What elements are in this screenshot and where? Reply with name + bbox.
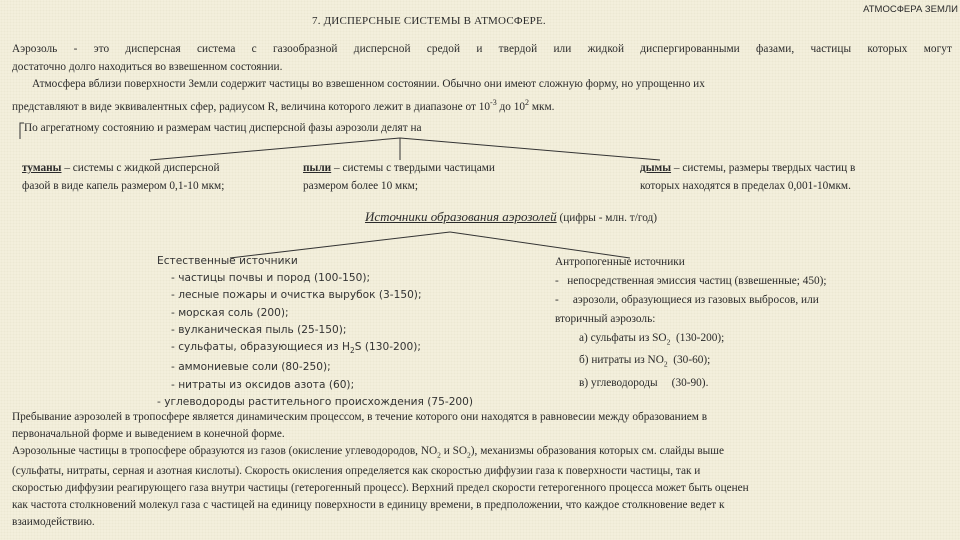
footer-formula-mid: и SO — [440, 445, 468, 457]
anthro-sub-b-text: б) нитраты из NO — [579, 354, 664, 367]
anthro-item-1: - непосредственная эмиссия частиц (взвешенные; 450); — [555, 275, 827, 287]
dust-desc: – системы с твердыми частицами — [331, 162, 495, 174]
exponent-min: -3 — [490, 97, 497, 107]
sources-heading — [365, 208, 657, 226]
anthropogenic-sources — [555, 253, 827, 393]
footer-paragraph — [12, 409, 948, 531]
footer-formula-text: Аэрозольные частицы в тропосфере образуются из газов (окисление углеводородов, NO — [12, 445, 438, 457]
dust-desc-2: размером более 10 мкм; — [303, 179, 418, 192]
natural-item-sulfates — [157, 339, 473, 359]
so2-subscript: 2 — [467, 450, 471, 460]
sulfates-text-end: S (130-200); — [354, 341, 421, 354]
natural-item: - вулканическая пыль (25-150); — [171, 323, 347, 336]
footer-line: скоростью диффузии реагирующего газа внутри частицы (гетерогенный процесс). Верхний предел скорости гетерогенного процесса может быть оценен — [12, 482, 749, 495]
anthro-title: Антропогенные источники — [555, 256, 685, 268]
sources-heading-text: Источники образования аэрозолей — [365, 209, 557, 224]
intro-line-4-mid: до 10 — [496, 100, 526, 113]
anthro-sub-b-end: (30-60); — [667, 354, 711, 367]
footer-line: первоначальной форме и выведением в конечной форме. — [12, 428, 285, 440]
category-dust — [303, 160, 495, 195]
intro-line-3: Атмосфера вблизи поверхности Земли содержит частицы во взвешенном состоянии. Обычно они имеют сложную форму, но упрощенно их — [32, 78, 705, 90]
anthro-sub-a — [555, 329, 827, 351]
footer-line: (сульфаты, нитраты, серная и азотная кислоты). Скорость окисления определяется как скоростью диффузии газа к поверхности частицы, так и — [12, 465, 701, 478]
heading-frame-bracket — [20, 123, 24, 139]
anthro-sub-a-text: а) сульфаты из SO — [579, 332, 667, 344]
page-title: 7. ДИСПЕРСНЫЕ СИСТЕМЫ В АТМОСФЕРЕ. — [312, 15, 546, 27]
natural-sources — [157, 253, 473, 411]
fog-desc-2: фазой в виде капель размером 0,1-10 мкм; — [22, 179, 225, 192]
classification-heading: По агрегатному состоянию и размерам частиц дисперсной фазы аэрозоли делят на — [24, 122, 422, 134]
sulfates-subscript: 2 — [349, 346, 355, 356]
sources-heading-note: (цифры - млн. т/год) — [556, 212, 658, 224]
no2-subscript: 2 — [437, 450, 441, 460]
natural-item: - морская соль (200); — [171, 306, 289, 319]
sulfates-text: - сульфаты, образующиеся из H — [171, 341, 350, 354]
so2-subscript: 2 — [666, 337, 671, 347]
fog-desc: – системы с жидкой дисперсной — [61, 162, 220, 174]
anthro-sub-b — [555, 351, 827, 373]
intro-line-1: Аэрозоль - это дисперсная система с газообразной дисперсной средой и твердой или жидкой диспергированными фазами, частицы которых могут — [12, 43, 952, 55]
natural-item-last: - углеводороды растительного происхождения (75-200) — [157, 395, 474, 408]
natural-item: - аммониевые соли (80-250); — [171, 361, 331, 374]
arrow-smoke — [400, 138, 660, 160]
smoke-desc-2: которых находятся в пределах 0,001-10мкм. — [640, 179, 851, 192]
footer-formula-end: ), механизмы образования которых см. слайды выше — [470, 445, 724, 457]
corner-label: АТМОСФЕРА ЗЕМЛИ — [863, 4, 958, 15]
anthro-item-2: - аэрозоли, образующиеся из газовых выбросов, или — [555, 294, 819, 306]
anthro-item-2-cont: вторичный аэрозоль: — [555, 313, 656, 325]
intro-line-2: достаточно долго находиться во взвешенном состоянии. — [12, 60, 283, 73]
smoke-term: дымы — [640, 162, 672, 174]
footer-line: как частота столкновений молекул газа с частицей на единицу поверхности в единицу времени, в предположении, что каждое столкновение ведет к — [12, 499, 725, 512]
footer-line: Пребывание аэрозолей в тропосфере является динамическим процессом, в течение которого они находятся в равновесии между образованием в — [12, 411, 708, 423]
intro-line-4-unit: мкм. — [529, 100, 555, 113]
footer-line-formula — [12, 443, 948, 463]
no2-subscript: 2 — [663, 359, 668, 369]
fog-term: туманы — [22, 162, 62, 174]
smoke-desc: – системы, размеры твердых частиц в — [671, 162, 856, 174]
category-smoke — [640, 160, 855, 195]
exponent-max: 2 — [525, 97, 530, 107]
natural-item: - нитраты из оксидов азота (60); — [171, 378, 355, 391]
anthro-sub-c: в) углеводороды (30-90). — [579, 376, 709, 389]
footer-line: взаимодействию. — [12, 516, 95, 529]
anthro-sub-a-end: (130-200); — [670, 332, 725, 344]
intro-line-4-text: представляют в виде эквивалентных сфер, радиусом R, величина которого лежит в диапазоне от 10 — [12, 100, 491, 113]
natural-item: - лесные пожары и очистка вырубок (3-150); — [171, 289, 422, 302]
arrow-fog — [150, 138, 400, 160]
natural-title: Естественные источники — [157, 255, 298, 267]
category-fog — [22, 160, 224, 195]
dust-term: пыли — [303, 162, 332, 174]
natural-item: - частицы почвы и пород (100-150); — [171, 272, 371, 285]
